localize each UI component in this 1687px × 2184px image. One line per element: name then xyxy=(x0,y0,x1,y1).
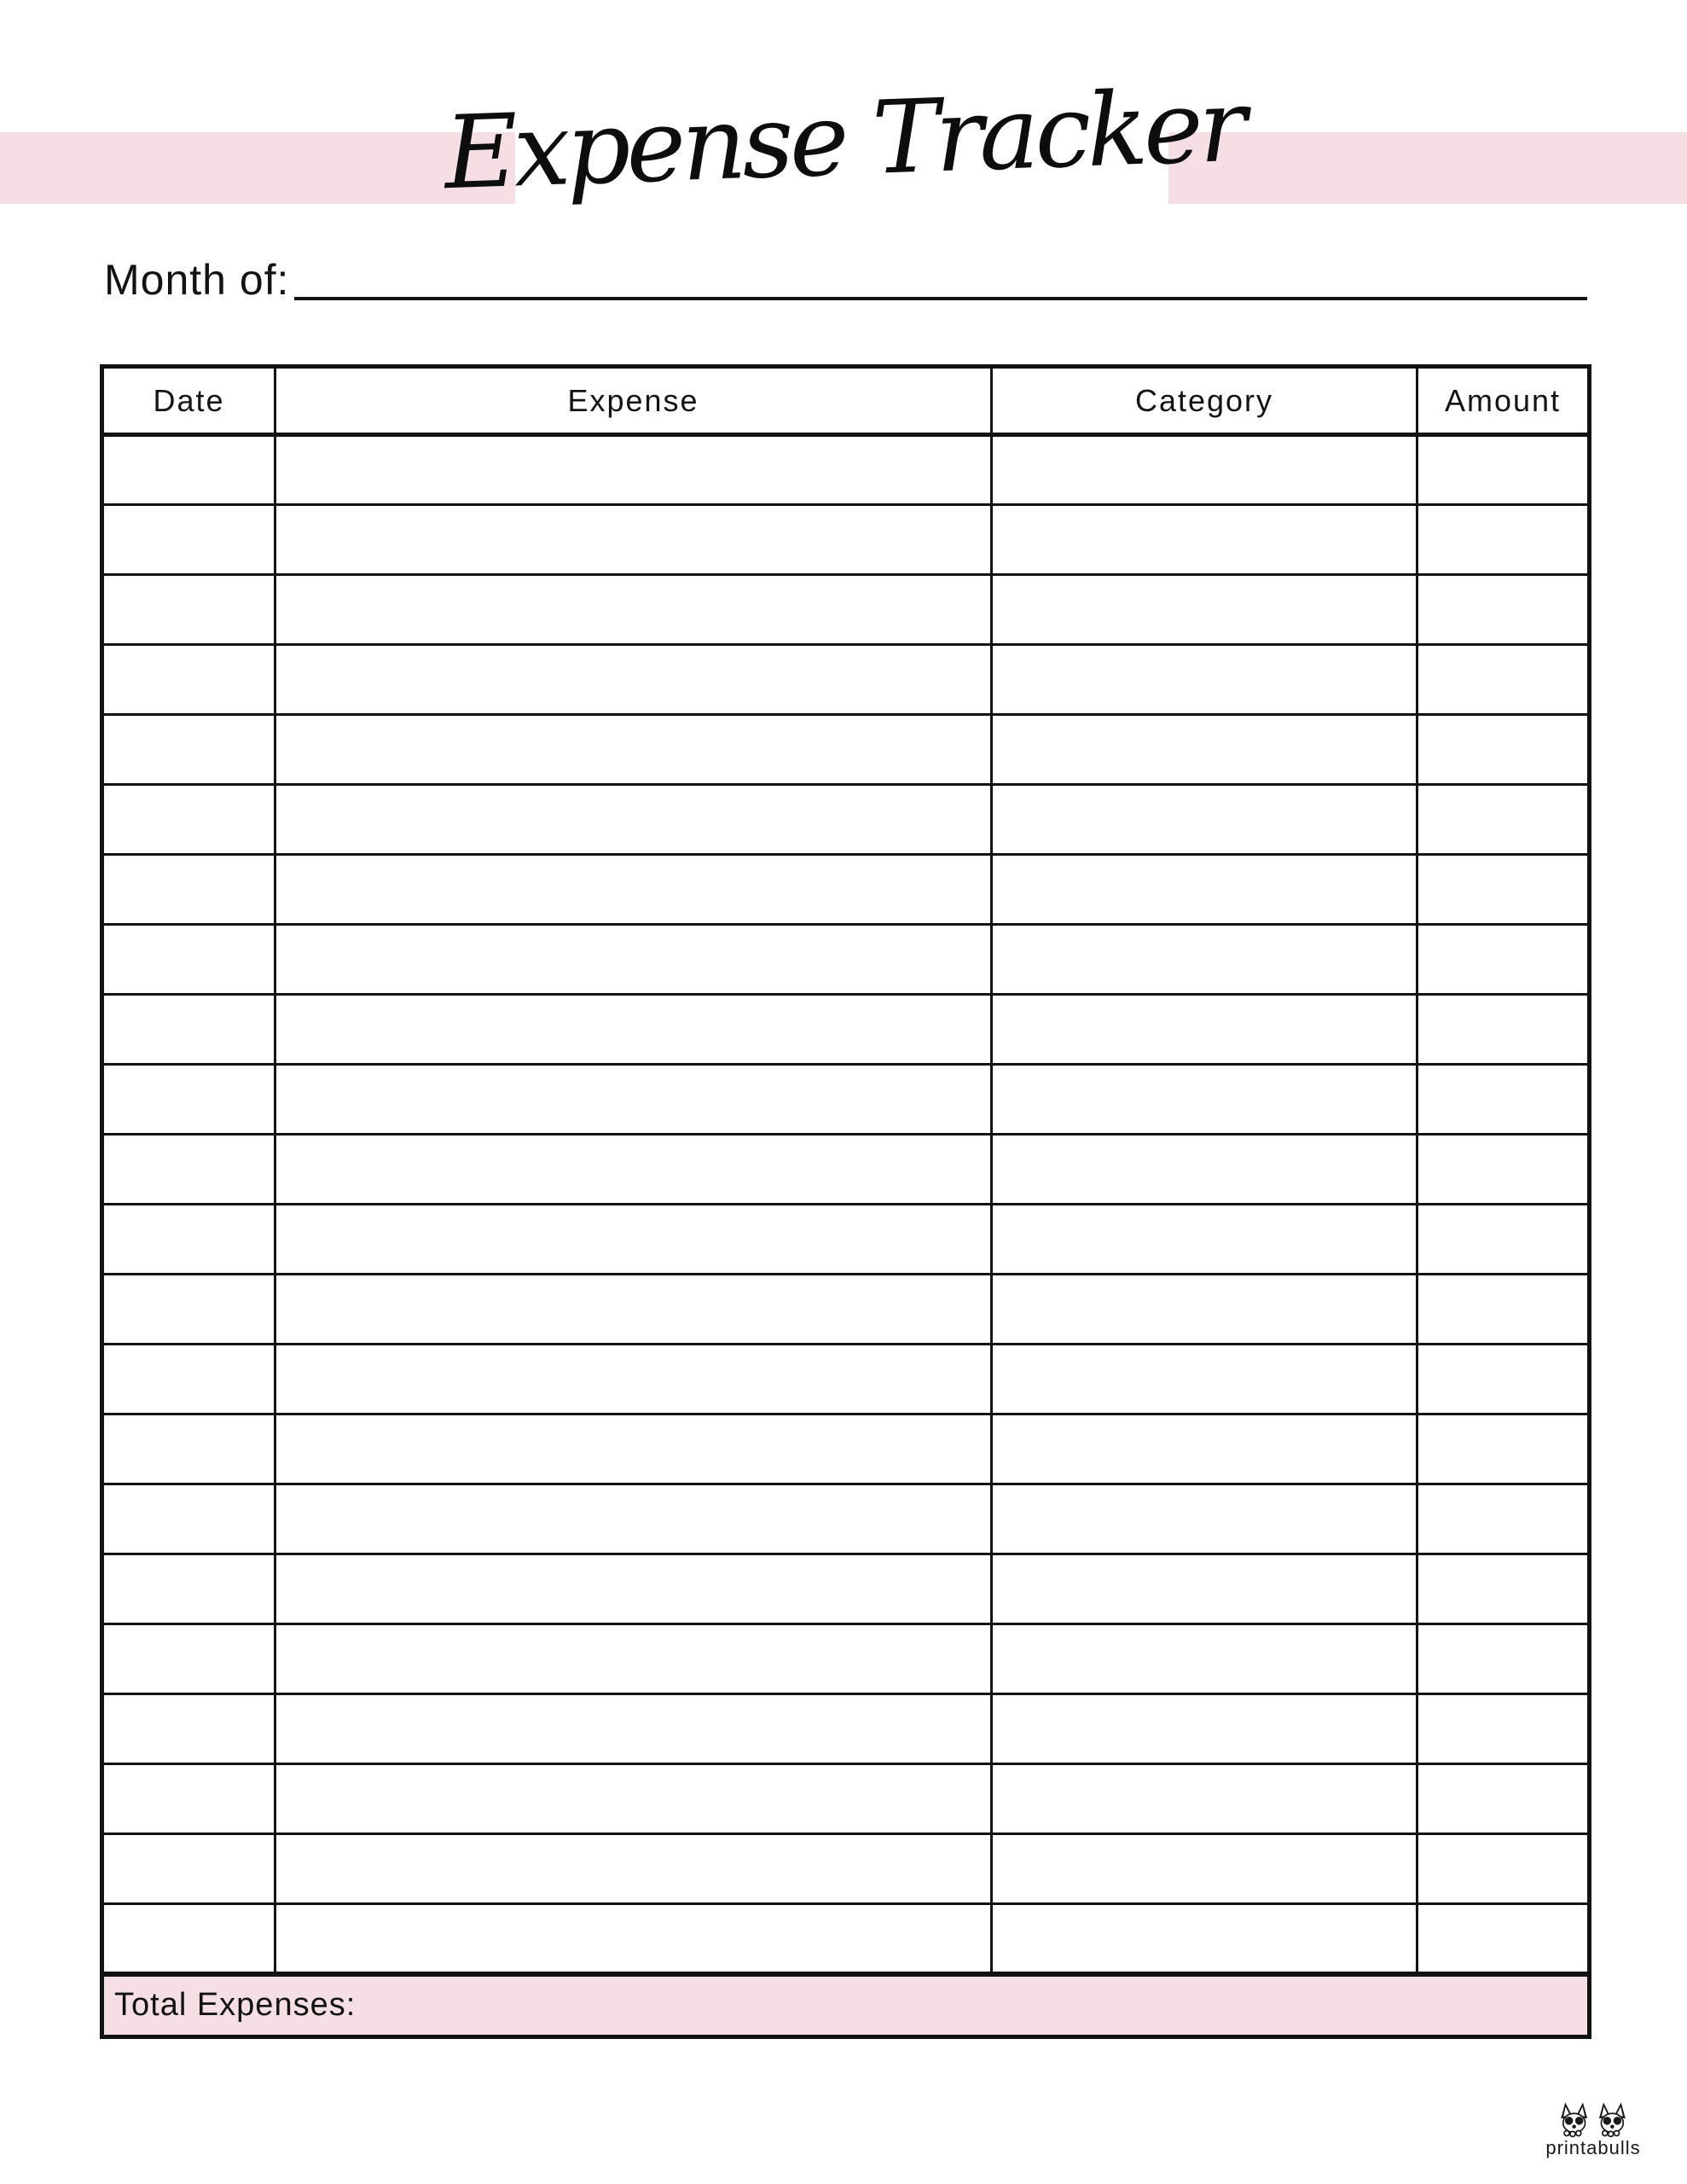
table-cell-date[interactable] xyxy=(102,505,275,575)
expense-table-header xyxy=(102,367,1590,435)
table-row xyxy=(102,1275,1590,1345)
table-cell-expense[interactable] xyxy=(275,1345,992,1414)
total-expenses-label: Total Expenses: xyxy=(114,1987,357,2024)
table-cell-date[interactable] xyxy=(102,1135,275,1205)
table-cell-category[interactable] xyxy=(992,435,1417,505)
table-cell-amount[interactable] xyxy=(1417,645,1590,715)
table-cell-category[interactable] xyxy=(992,715,1417,785)
table-cell-date[interactable] xyxy=(102,435,275,505)
table-cell-category[interactable] xyxy=(992,1624,1417,1694)
expense-table-body xyxy=(102,435,1590,1974)
table-cell-category[interactable] xyxy=(992,1904,1417,1974)
table-cell-date[interactable] xyxy=(102,1904,275,1974)
table-cell-amount[interactable] xyxy=(1417,1904,1590,1974)
table-cell-date[interactable] xyxy=(102,1764,275,1834)
table-cell-date[interactable] xyxy=(102,575,275,645)
table-cell-date[interactable] xyxy=(102,995,275,1065)
logo-text: printabulls xyxy=(1545,2137,1641,2158)
table-cell-expense[interactable] xyxy=(275,1414,992,1484)
table-cell-expense[interactable] xyxy=(275,645,992,715)
total-expenses-row xyxy=(102,1974,1590,2037)
title-band-left xyxy=(0,132,515,204)
table-cell-expense[interactable] xyxy=(275,1135,992,1205)
table-cell-expense[interactable] xyxy=(275,575,992,645)
table-cell-category[interactable] xyxy=(992,1065,1417,1135)
table-cell-expense[interactable] xyxy=(275,855,992,925)
table-cell-category[interactable] xyxy=(992,1345,1417,1414)
table-cell-category[interactable] xyxy=(992,785,1417,855)
table-cell-expense[interactable] xyxy=(275,785,992,855)
total-expenses-cell[interactable] xyxy=(102,1974,1590,2037)
table-row xyxy=(102,1484,1590,1554)
table-row xyxy=(102,1135,1590,1205)
table-cell-date[interactable] xyxy=(102,1275,275,1345)
table-cell-date[interactable] xyxy=(102,1834,275,1904)
table-cell-category[interactable] xyxy=(992,995,1417,1065)
table-cell-date[interactable] xyxy=(102,1065,275,1135)
table-cell-expense[interactable] xyxy=(275,1694,992,1764)
table-cell-category[interactable] xyxy=(992,1205,1417,1275)
table-cell-date[interactable] xyxy=(102,1484,275,1554)
table-cell-category[interactable] xyxy=(992,1484,1417,1554)
two-french-bulldogs-icon xyxy=(1557,2100,1630,2140)
table-cell-amount[interactable] xyxy=(1417,1624,1590,1694)
table-row xyxy=(102,995,1590,1065)
table-cell-date[interactable] xyxy=(102,1414,275,1484)
table-cell-expense[interactable] xyxy=(275,715,992,785)
table-row xyxy=(102,1205,1590,1275)
table-cell-date[interactable] xyxy=(102,715,275,785)
month-of-label: Month of: xyxy=(104,256,290,304)
column-header-category: Category xyxy=(992,367,1417,435)
table-cell-category[interactable] xyxy=(992,1414,1417,1484)
table-cell-expense[interactable] xyxy=(275,1275,992,1345)
header-row xyxy=(102,367,1590,435)
column-header-date: Date xyxy=(102,367,275,435)
table-row xyxy=(102,645,1590,715)
table-cell-amount[interactable] xyxy=(1417,715,1590,785)
table-cell-expense[interactable] xyxy=(275,505,992,575)
table-row xyxy=(102,715,1590,785)
title-band-right xyxy=(1168,132,1687,204)
table-cell-amount[interactable] xyxy=(1417,1205,1590,1275)
table-cell-category[interactable] xyxy=(992,1275,1417,1345)
table-cell-category[interactable] xyxy=(992,1764,1417,1834)
table-cell-date[interactable] xyxy=(102,855,275,925)
table-cell-amount[interactable] xyxy=(1417,1484,1590,1554)
expense-table xyxy=(100,364,1591,2039)
table-cell-amount[interactable] xyxy=(1417,435,1590,505)
table-row xyxy=(102,1764,1590,1834)
table-row xyxy=(102,1624,1590,1694)
table-row xyxy=(102,1834,1590,1904)
table-cell-date[interactable] xyxy=(102,925,275,995)
table-cell-amount[interactable] xyxy=(1417,1135,1590,1205)
table-cell-expense[interactable] xyxy=(275,1065,992,1135)
table-cell-category[interactable] xyxy=(992,645,1417,715)
table-row xyxy=(102,855,1590,925)
table-cell-category[interactable] xyxy=(992,855,1417,925)
table-cell-amount[interactable] xyxy=(1417,855,1590,925)
table-cell-expense[interactable] xyxy=(275,925,992,995)
table-cell-amount[interactable] xyxy=(1417,1764,1590,1834)
table-cell-amount[interactable] xyxy=(1417,1275,1590,1345)
column-header-amount: Amount xyxy=(1417,367,1590,435)
table-row xyxy=(102,435,1590,505)
table-cell-category[interactable] xyxy=(992,925,1417,995)
table-cell-expense[interactable] xyxy=(275,1205,992,1275)
table-cell-amount[interactable] xyxy=(1417,785,1590,855)
table-row xyxy=(102,1694,1590,1764)
table-cell-category[interactable] xyxy=(992,575,1417,645)
table-row xyxy=(102,1345,1590,1414)
month-input-line[interactable] xyxy=(294,297,1587,300)
table-cell-date[interactable] xyxy=(102,785,275,855)
table-cell-amount[interactable] xyxy=(1417,1414,1590,1484)
table-cell-amount[interactable] xyxy=(1417,1834,1590,1904)
table-cell-amount[interactable] xyxy=(1417,995,1590,1065)
table-row xyxy=(102,925,1590,995)
table-cell-category[interactable] xyxy=(992,1554,1417,1624)
table-row xyxy=(102,1414,1590,1484)
table-cell-expense[interactable] xyxy=(275,1484,992,1554)
table-cell-date[interactable] xyxy=(102,1205,275,1275)
table-cell-date[interactable] xyxy=(102,1345,275,1414)
table-cell-expense[interactable] xyxy=(275,1554,992,1624)
table-row xyxy=(102,505,1590,575)
table-cell-category[interactable] xyxy=(992,1694,1417,1764)
table-cell-amount[interactable] xyxy=(1417,1065,1590,1135)
table-cell-date[interactable] xyxy=(102,645,275,715)
table-cell-expense[interactable] xyxy=(275,1764,992,1834)
table-cell-amount[interactable] xyxy=(1417,505,1590,575)
table-cell-amount[interactable] xyxy=(1417,1554,1590,1624)
table-row xyxy=(102,575,1590,645)
table-cell-expense[interactable] xyxy=(275,1904,992,1974)
table-row xyxy=(102,785,1590,855)
page-title: Expense Tracker xyxy=(442,66,1245,212)
table-cell-category[interactable] xyxy=(992,1135,1417,1205)
table-cell-amount[interactable] xyxy=(1417,1694,1590,1764)
table-cell-date[interactable] xyxy=(102,1624,275,1694)
table-row xyxy=(102,1904,1590,1974)
table-cell-amount[interactable] xyxy=(1417,575,1590,645)
printabulls-logo xyxy=(1542,2100,1644,2157)
table-cell-amount[interactable] xyxy=(1417,1345,1590,1414)
table-cell-date[interactable] xyxy=(102,1694,275,1764)
table-cell-expense[interactable] xyxy=(275,995,992,1065)
table-cell-category[interactable] xyxy=(992,505,1417,575)
column-header-expense: Expense xyxy=(275,367,992,435)
table-cell-amount[interactable] xyxy=(1417,925,1590,995)
table-cell-expense[interactable] xyxy=(275,435,992,505)
table-cell-expense[interactable] xyxy=(275,1834,992,1904)
table-cell-category[interactable] xyxy=(992,1834,1417,1904)
table-cell-expense[interactable] xyxy=(275,1624,992,1694)
table-cell-date[interactable] xyxy=(102,1554,275,1624)
table-row xyxy=(102,1065,1590,1135)
table-row xyxy=(102,1554,1590,1624)
